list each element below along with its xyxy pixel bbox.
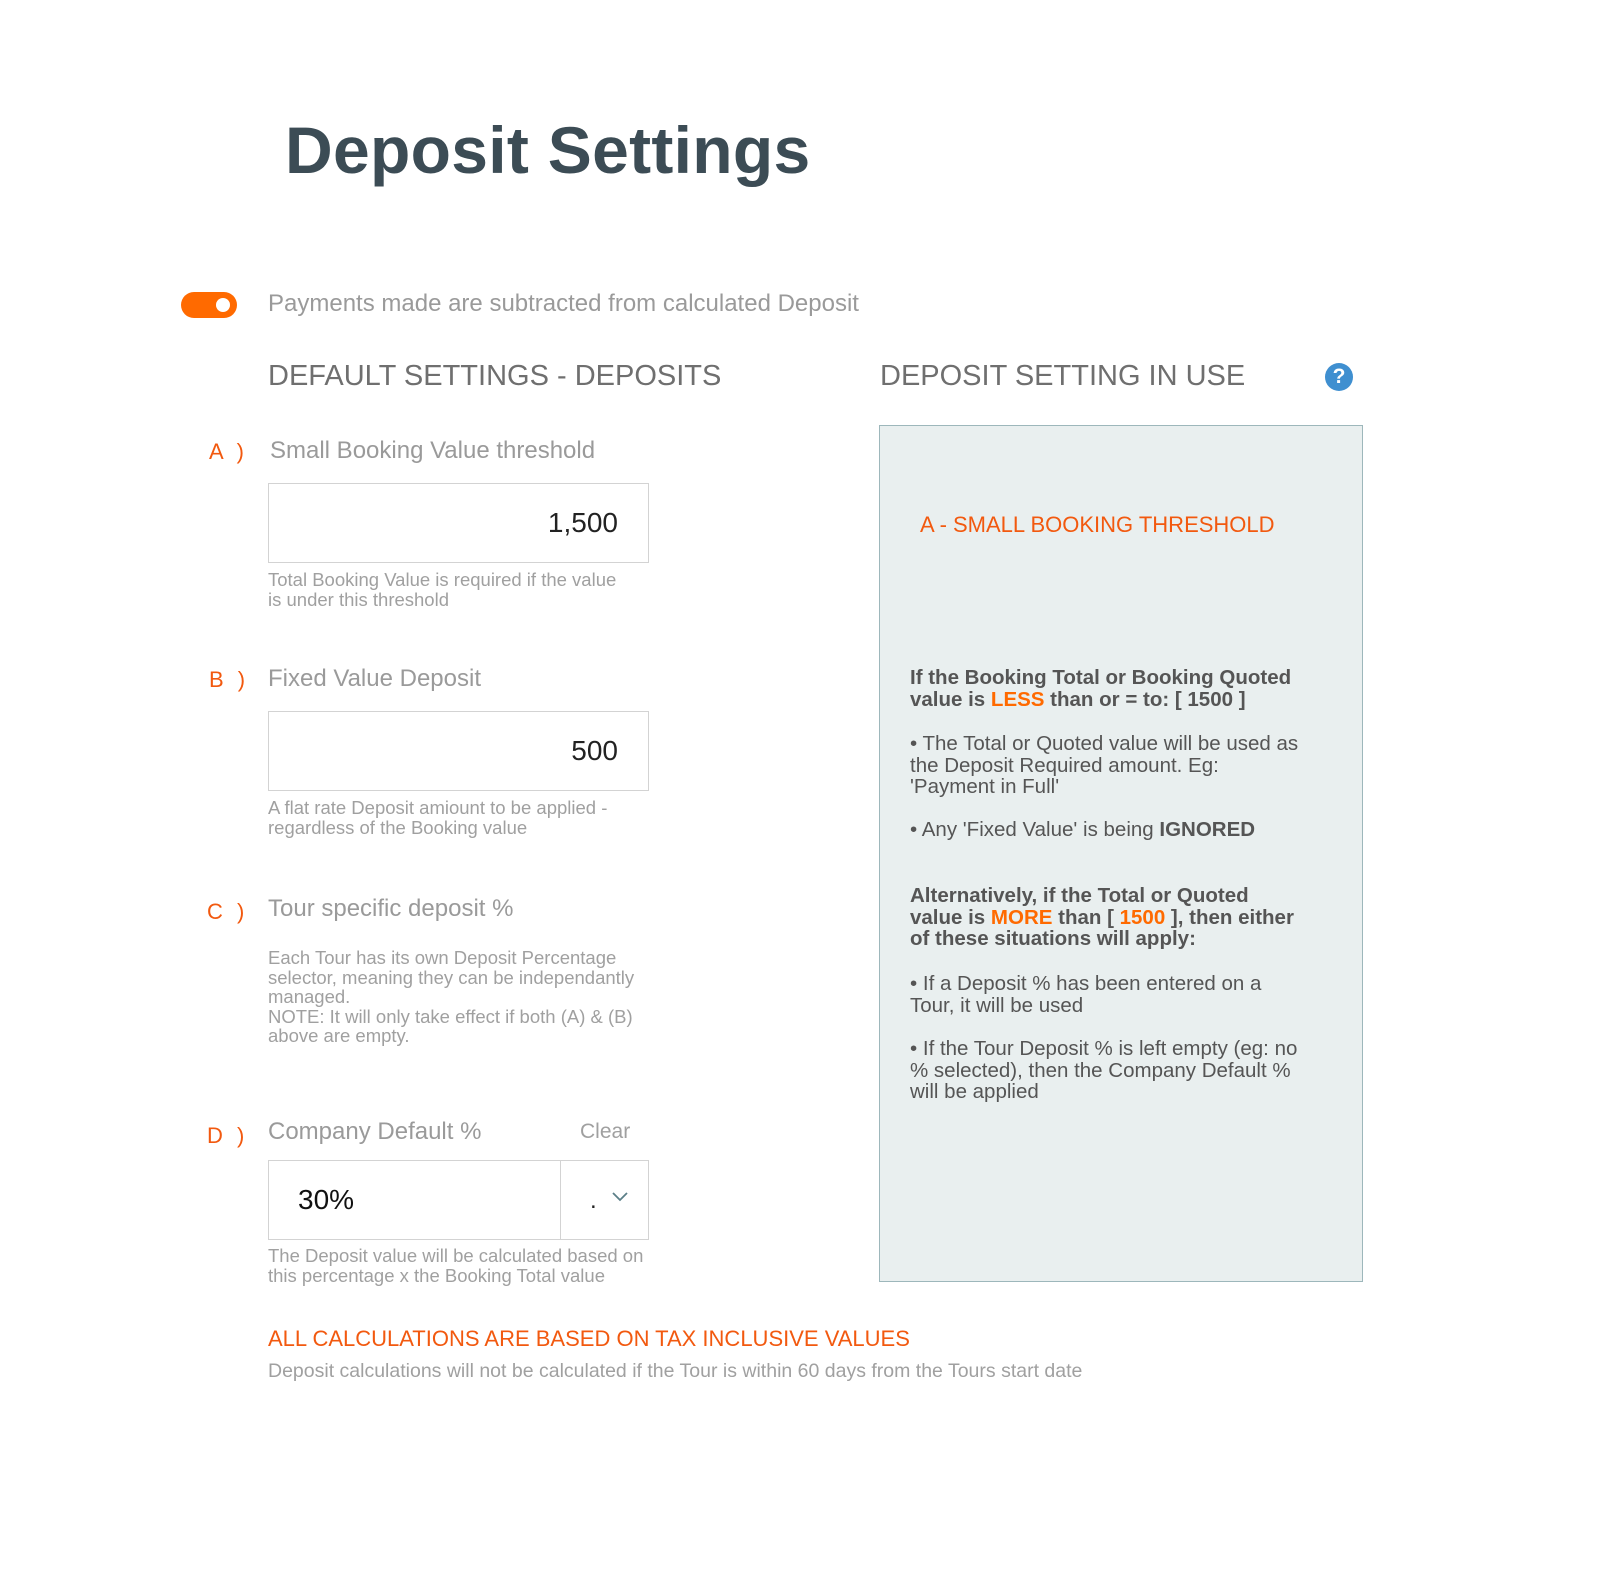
bullet-line: the Deposit Required amount. Eg:: [910, 753, 1219, 777]
help-line: A flat rate Deposit amiount to be applied -: [268, 797, 608, 818]
bullet-line: • If the Tour Deposit % is left empty (eg: no: [910, 1037, 1298, 1060]
rule-line: If the Booking Total or Booking Quoted: [910, 666, 1292, 689]
company-default-help: [268, 1246, 688, 1285]
less-than-rule: [910, 667, 1340, 710]
fixed-value-deposit-help: [268, 798, 678, 837]
company-default-select[interactable]: [268, 1160, 649, 1240]
subtract-payments-toggle[interactable]: [181, 292, 237, 318]
select-placeholder: .: [590, 1187, 597, 1214]
more-than-rule: [910, 885, 1340, 950]
dropdown-toggle[interactable]: [560, 1161, 648, 1239]
company-default-selected-value[interactable]: 30%: [298, 1184, 355, 1215]
bullet-line: Tour, it will be used: [910, 993, 1084, 1017]
help-line: Total Booking Value is required if the value: [268, 569, 617, 590]
rule-text: value is: [910, 905, 991, 929]
small-booking-threshold-input[interactable]: [268, 483, 649, 563]
rule-line: Alternatively, if the Total or Quoted: [910, 884, 1249, 907]
more-highlight: MORE: [990, 905, 1053, 929]
bullet-line: • The Total or Quoted value will be used as: [910, 732, 1299, 755]
bullet-company-default: [910, 1038, 1340, 1103]
help-line: selector, meaning they can be independantly: [268, 966, 635, 988]
bullet-line: • If a Deposit % has been entered on a: [910, 972, 1262, 995]
bullet-fixed-ignored: [910, 819, 1340, 841]
rule-line: [910, 907, 1340, 929]
help-line: NOTE: It will only take effect if both (A) & (B): [268, 1005, 633, 1027]
rule-text: than or = to: [ 1500 ]: [1044, 687, 1246, 711]
fixed-value-deposit-label: Fixed Value Deposit: [268, 665, 481, 692]
clear-button[interactable]: Clear: [580, 1120, 631, 1143]
rule-text: than [: [1052, 905, 1120, 929]
tour-specific-deposit-help: [268, 948, 688, 1046]
threshold-highlight: 1500: [1119, 905, 1166, 929]
field-b-letter: B ): [209, 667, 250, 692]
sixty-days-note: Deposit calculations will not be calculated if the Tour is within 60 days from the Tours start date: [268, 1360, 1083, 1382]
page-title: Deposit Settings: [285, 113, 811, 187]
tax-inclusive-note: ALL CALCULATIONS ARE BASED ON TAX INCLUSIVE VALUES: [268, 1326, 910, 1351]
chevron-down-icon: [612, 1189, 628, 1205]
bullet-tour-deposit: [910, 973, 1340, 1016]
field-a-letter: A ): [209, 439, 248, 464]
field-d-letter: D ): [207, 1123, 249, 1148]
deposit-setting-panel: [879, 425, 1363, 1282]
company-default-label: Company Default %: [268, 1118, 482, 1145]
help-line: regardless of the Booking value: [268, 816, 528, 838]
ignored-emphasis: IGNORED: [1159, 818, 1256, 841]
rule-text: ], then either: [1165, 905, 1294, 929]
rule-line: [910, 689, 1340, 711]
rule-text: value is: [910, 687, 991, 711]
default-settings-heading: DEFAULT SETTINGS - DEPOSITS: [268, 360, 722, 392]
rule-line: of these situations will apply:: [910, 927, 1196, 950]
bullet-line: 'Payment in Full': [910, 775, 1060, 798]
bullet-total-used: [910, 733, 1340, 798]
tour-specific-deposit-label: Tour specific deposit %: [268, 895, 514, 922]
fixed-value-deposit-input[interactable]: [268, 711, 649, 791]
help-line: The Deposit value will be calculated based on: [268, 1245, 644, 1266]
question-circle-icon[interactable]: ?: [1325, 363, 1353, 391]
toggle-label: Payments made are subtracted from calculated Deposit: [268, 290, 859, 317]
help-line: managed.: [268, 986, 351, 1007]
help-line: is under this threshold: [268, 588, 449, 610]
bullet-line: % selected), then the Company Default %: [910, 1058, 1291, 1082]
active-setting-title: A - SMALL BOOKING THRESHOLD: [920, 512, 1275, 537]
bullet-text: • Any 'Fixed Value' is being: [910, 818, 1160, 841]
setting-in-use-heading: DEPOSIT SETTING IN USE: [880, 360, 1246, 392]
field-c-letter: C ): [207, 899, 249, 924]
help-line: Each Tour has its own Deposit Percentage: [268, 947, 617, 968]
bullet-line: will be applied: [910, 1080, 1039, 1103]
small-booking-threshold-label: Small Booking Value threshold: [270, 437, 596, 464]
small-booking-threshold-help: [268, 570, 678, 609]
toggle-knob: [216, 298, 230, 312]
help-line: this percentage x the Booking Total value: [268, 1264, 605, 1286]
help-line: above are empty.: [268, 1025, 410, 1046]
less-highlight: LESS: [990, 687, 1045, 711]
